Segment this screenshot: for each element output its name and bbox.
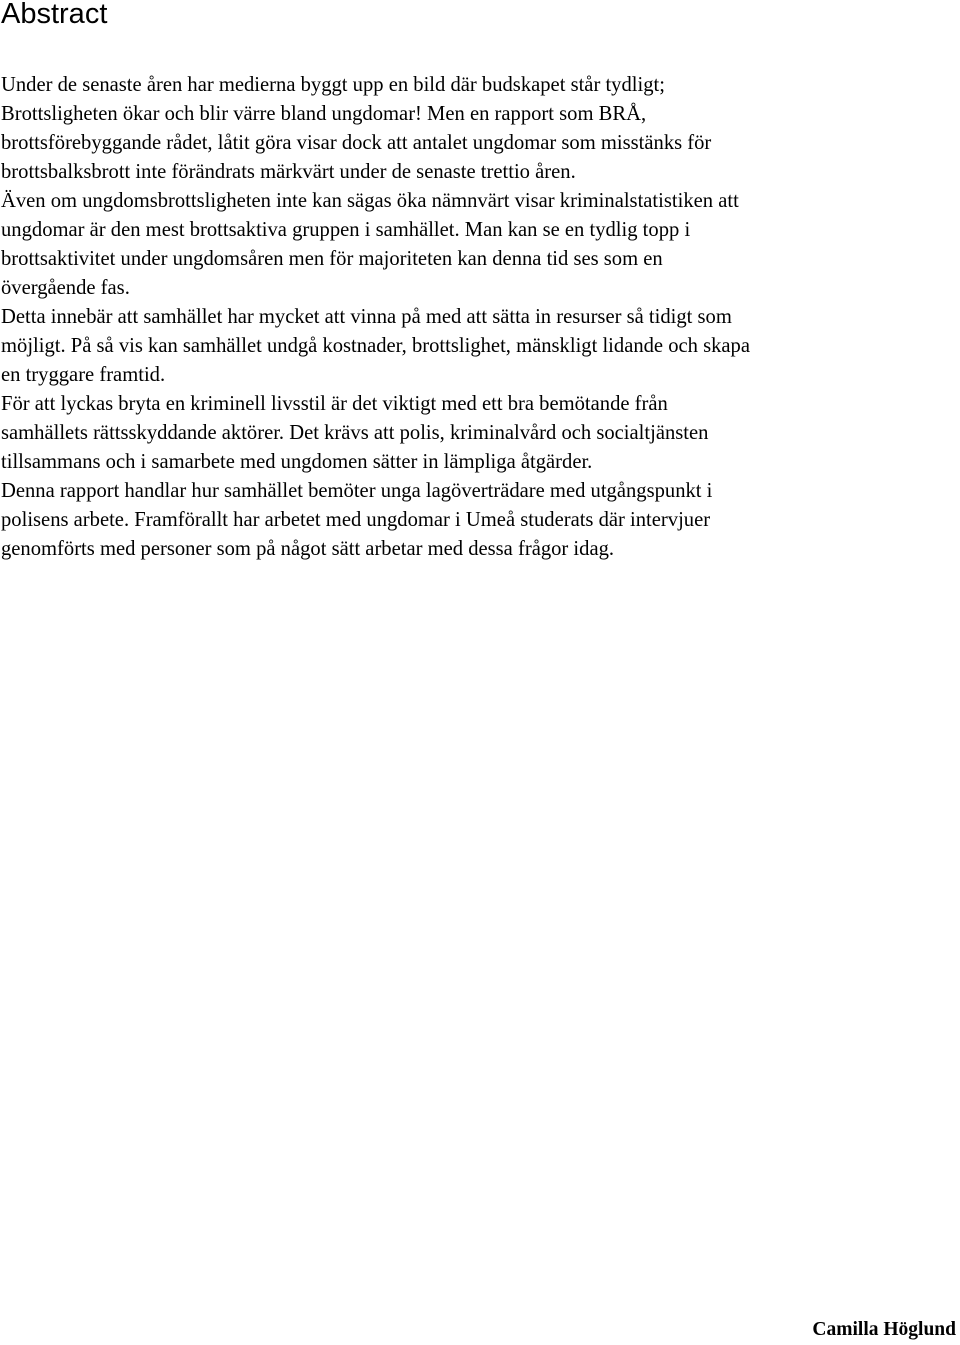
abstract-line: tillsammans och i samarbete med ungdomen sätter in lämpliga åtgärder. <box>1 451 593 473</box>
abstract-line: en tryggare framtid. <box>1 364 166 386</box>
abstract-line: samhällets rättsskyddande aktörer. Det krävs att polis, kriminalvård och socialtjänsten <box>1 422 709 444</box>
abstract-line: polisens arbete. Framförallt har arbetet med ungdomar i Umeå studerats där intervjuer <box>1 509 711 531</box>
abstract-line: Även om ungdomsbrottsligheten inte kan sägas öka nämnvärt visar kriminalstatistiken att <box>1 190 739 212</box>
abstract-line: För att lyckas bryta en kriminell livsstil är det viktigt med ett bra bemötande från <box>1 393 668 415</box>
author-name: Camilla Höglund <box>812 1319 956 1340</box>
abstract-line: brottsbalksbrott inte förändrats märkvärt under de senaste trettio åren. <box>1 161 576 183</box>
abstract-line: övergående fas. <box>1 277 130 299</box>
abstract-line: Under de senaste åren har medierna byggt upp en bild där budskapet står tydligt; <box>1 74 665 96</box>
abstract-line: ungdomar är den mest brottsaktiva gruppen i samhället. Man kan se en tydlig topp i <box>1 219 691 241</box>
abstract-line: Brottsligheten ökar och blir värre bland ungdomar! Men en rapport som BRÅ, <box>1 103 647 125</box>
abstract-line: möjligt. På så vis kan samhället undgå kostnader, brottslighet, mänskligt lidande och skapa <box>1 335 750 357</box>
abstract-line: Detta innebär att samhället har mycket att vinna på med att sätta in resurser så tidigt som <box>1 306 732 328</box>
page-title: Abstract <box>1 0 108 30</box>
abstract-line: brottsförebyggande rådet, låtit göra visar dock att antalet ungdomar som misstänks för <box>1 132 712 154</box>
abstract-body <box>1 71 959 564</box>
abstract-line: genomförts med personer som på något sätt arbetar med dessa frågor idag. <box>1 538 615 560</box>
abstract-line: Denna rapport handlar hur samhället bemöter unga lagöverträdare med utgångspunkt i <box>1 480 713 502</box>
abstract-line: brottsaktivitet under ungdomsåren men för majoriteten kan denna tid ses som en <box>1 248 663 270</box>
